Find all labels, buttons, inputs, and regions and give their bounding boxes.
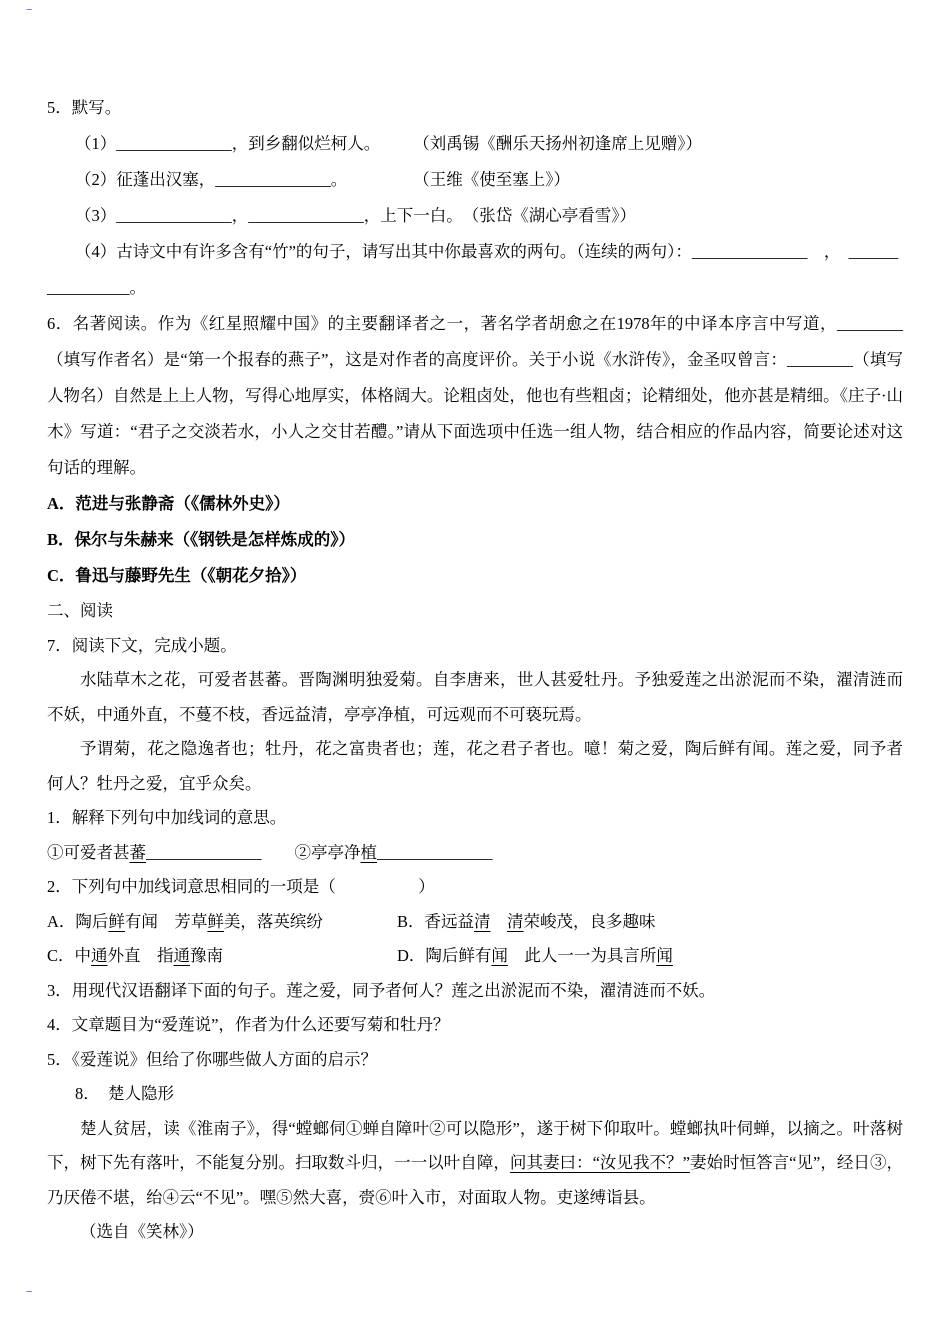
underlined-word: 闻 bbox=[491, 946, 508, 965]
underlined-word: 蕃 bbox=[129, 842, 146, 862]
text-segment: ①可爱者甚 bbox=[47, 842, 130, 862]
underlined-word: 问其妻曰：“汝见我不？” bbox=[509, 1153, 690, 1172]
q7-sub2-row-cd bbox=[47, 939, 903, 974]
q7-sub1-stem: 1．解释下列句中加线词的意思。 bbox=[47, 808, 287, 827]
dictation-item-1: （1）______________，到乡翻似烂柯人。 （刘禹锡《酬乐天扬州初逢席上见赠》） bbox=[75, 134, 702, 153]
passage-ailianshuo-para-1: 水陆草木之花，可爱者甚蕃。晋陶渊明独爱菊。自李唐来，世人甚爱牡丹。予独爱莲之出淤泥而不染，濯清涟而不妖，中通外直，不蔓不枝，香远益清，亭亭净植，可远观而不可亵玩焉。 bbox=[47, 670, 903, 724]
q7-sub1-blanks bbox=[47, 836, 903, 871]
question-6-text: 6．名著阅读。作为《红星照耀中国》的主要翻译者之一，著名学者胡愈之在1978年的中译本序言中写道，________（填写作者名）是“第一个报春的燕子”，这是对作者的高度评价。关于小说《水浒传》，金圣叹曾言：________（填写人物名）自然是上上人物，写得心地厚实，体格阔大。论粗卤处，他也有些粗卤；论精细处，他亦甚是精细。《庄子·山木》写道：“君子之交淡若水，小人之交甘若醴。”请从下面选项中任选一组人物，结合相应的作品内容，简要论述对这句话的理解。 bbox=[47, 314, 903, 477]
text-segment: C．中 bbox=[47, 946, 92, 965]
text-segment: ______________ ②亭亭净 bbox=[146, 842, 361, 862]
text-segment: 荣峻茂，良多趣味 bbox=[523, 911, 656, 931]
underlined-word: 植 bbox=[360, 842, 377, 862]
text-segment: 有闻 芳草 bbox=[124, 911, 208, 931]
question-8-title: 8． 楚人隐形 bbox=[75, 1084, 174, 1103]
section-questions-5-6 bbox=[47, 90, 903, 594]
dictation-item-3: （3）______________，______________，上下一白。 （张岱《湖心亭看雪》） bbox=[75, 206, 636, 225]
q7-sub5: 5．《爱莲说》但给了你哪些做人方面的启示？ bbox=[47, 1049, 377, 1069]
question-6-option-c: C．鲁迅与藤野先生（《朝花夕拾》） bbox=[47, 566, 307, 585]
text-segment: 此人一一为具言所 bbox=[507, 946, 657, 965]
question-6-option-a: A．范进与张静斋（《儒林外史》） bbox=[47, 494, 290, 513]
text-segment: 豫南 bbox=[190, 946, 224, 965]
dictation-item-4-continuation: __________。 bbox=[47, 278, 146, 297]
underlined-word: 鲜 bbox=[108, 911, 125, 931]
question-5-title: 5．默写。 bbox=[47, 98, 122, 117]
underlined-word: 清 bbox=[507, 911, 524, 931]
text-segment: A．陶后 bbox=[47, 911, 109, 931]
section-reading bbox=[47, 594, 903, 1250]
text-segment: 妻始时恒答言“见”，经日③，乃厌倦不堪，绐④云“不见”。嘿⑤然大喜，赍⑥叶入市，对面取人物。吏遂缚诣县。 bbox=[47, 1153, 903, 1207]
text-segment: 楚人贫居，读《淮南子》，得“螳螂伺①蝉自障叶②可以隐形”，遂于树下仰取叶。螳螂执叶伺蝉，以摘之。叶落树下，树下先有落叶，不能复分别。扫取数斗归，一一以叶自障， bbox=[47, 1118, 903, 1172]
q7-sub2-option-a bbox=[47, 905, 397, 940]
underlined-word: 清 bbox=[474, 911, 491, 931]
text-segment: 美，落英缤纷 bbox=[223, 911, 323, 931]
q7-sub2-option-d bbox=[397, 939, 903, 974]
q7-sub2-stem: 2．下列句中加线词意思相同的一项是（ ） bbox=[47, 877, 435, 896]
q7-sub2-option-b bbox=[397, 905, 903, 940]
text-segment: ______________ bbox=[377, 842, 493, 862]
passage-ailianshuo-para-2: 予谓菊，花之隐逸者也；牡丹，花之富贵者也；莲，花之君子者也。噫！菊之爱，陶后鲜有闻。莲之爱，同予者何人？牡丹之爱，宜乎众矣。 bbox=[47, 739, 903, 793]
reading-section-heading: 二、阅读 bbox=[47, 601, 113, 620]
q7-sub2-option-c bbox=[47, 939, 397, 974]
underlined-word: 通 bbox=[173, 946, 191, 965]
q7-sub4: 4．文章题目为“爱莲说”，作者为什么还要写菊和牡丹？ bbox=[47, 1015, 450, 1034]
question-7-intro: 7．阅读下文，完成小题。 bbox=[47, 635, 237, 655]
underlined-word: 鲜 bbox=[207, 911, 224, 931]
q7-sub2-row-ab bbox=[47, 905, 903, 940]
question-6-option-b: B．保尔与朱赫来（《钢铁是怎样炼成的》） bbox=[47, 530, 356, 549]
text-segment: 外直 指 bbox=[107, 946, 174, 965]
dictation-item-4: （4）古诗文中有许多含有“竹”的句子，请写出其中你最喜欢的两句。（连续的两句）：______________ ， ______ bbox=[75, 242, 899, 261]
passage-source-attribution: （选自《笑林》） bbox=[80, 1222, 204, 1241]
dictation-item-2: （2）征蓬出汉塞，______________。 （王维《使至塞上》） bbox=[75, 170, 570, 189]
scan-artifact-top: ‐‐ bbox=[26, 3, 32, 15]
underlined-word: 闻 bbox=[656, 946, 673, 965]
text-segment: B．香远益 bbox=[397, 911, 475, 931]
text-segment bbox=[491, 912, 508, 931]
q7-sub3: 3．用现代汉语翻译下面的句子。莲之爱，同予者何人？莲之出淤泥而不染，濯清涟而不妖。 bbox=[47, 980, 716, 1000]
scan-artifact-bottom: ‐‐ bbox=[26, 1285, 32, 1297]
passage-churen-yinxing bbox=[47, 1112, 903, 1216]
text-segment: D．陶后鲜有 bbox=[397, 946, 492, 965]
underlined-word: 通 bbox=[91, 946, 108, 965]
